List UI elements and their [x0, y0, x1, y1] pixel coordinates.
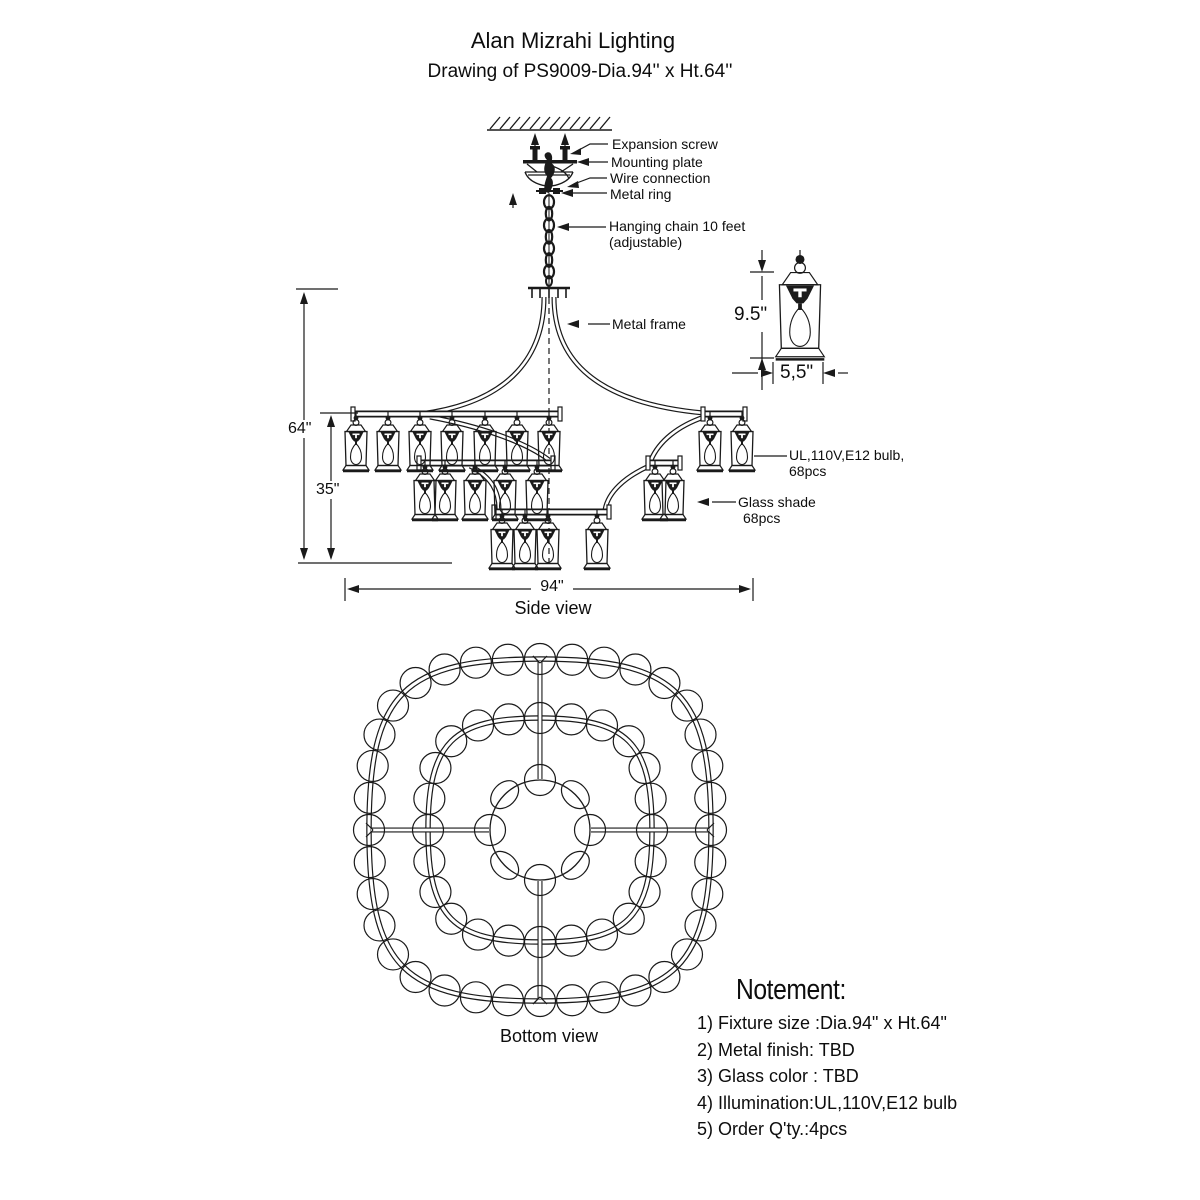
label-bulb: UL,110V,E12 bulb, — [789, 447, 905, 463]
ceiling — [487, 117, 612, 130]
dimension-shade-width: 5,5" — [780, 362, 814, 383]
side-view-caption: Side view — [514, 598, 592, 618]
hanging-chain — [544, 193, 554, 286]
dimension-shade-height: 9.5" — [734, 304, 768, 325]
frame-hub — [528, 288, 570, 298]
note-item-1: 1) Fixture size :Dia.94" x Ht.64" — [697, 1013, 947, 1033]
label-wire-connection: Wire connection — [610, 170, 711, 186]
label-glass-shade-qty: 68pcs — [743, 510, 781, 526]
glass-shade — [375, 412, 401, 471]
note-item-4: 4) Illumination:UL,110V,E12 bulb — [697, 1093, 958, 1113]
bottom-view-caption: Bottom view — [499, 1026, 599, 1046]
page-title: Alan Mizrahi Lighting — [470, 28, 676, 53]
label-metal-ring: Metal ring — [610, 186, 672, 202]
mounting-assembly — [509, 133, 577, 208]
note-item-5: 5) Order Q'ty.:4pcs — [697, 1119, 848, 1139]
label-glass-shade: Glass shade — [738, 494, 816, 510]
label-hanging-chain-2: (adjustable) — [609, 234, 683, 250]
label-mounting-plate: Mounting plate — [611, 154, 703, 170]
label-metal-frame: Metal frame — [612, 316, 686, 332]
notes-title: Notement: — [736, 974, 846, 1006]
page-subtitle: Drawing of PS9009-Dia.94'' x Ht.64'' — [427, 61, 733, 82]
label-expansion-screw: Expansion screw — [612, 136, 718, 152]
label-bulb-qty: 68pcs — [789, 463, 827, 479]
glass-shade — [776, 250, 825, 359]
note-item-3: 3) Glass color : TBD — [697, 1066, 859, 1086]
glass-shade — [584, 510, 610, 569]
note-item-2: 2) Metal finish: TBD — [697, 1040, 855, 1060]
glass-shade — [343, 412, 369, 471]
dimension-width: 94" — [531, 578, 573, 596]
glass-shade — [729, 412, 755, 471]
label-hanging-chain: Hanging chain 10 feet — [609, 218, 746, 234]
dimension-height-total: 64" — [288, 420, 312, 437]
bottom-view — [354, 644, 727, 1017]
dimension-height-body: 35" — [316, 481, 340, 498]
